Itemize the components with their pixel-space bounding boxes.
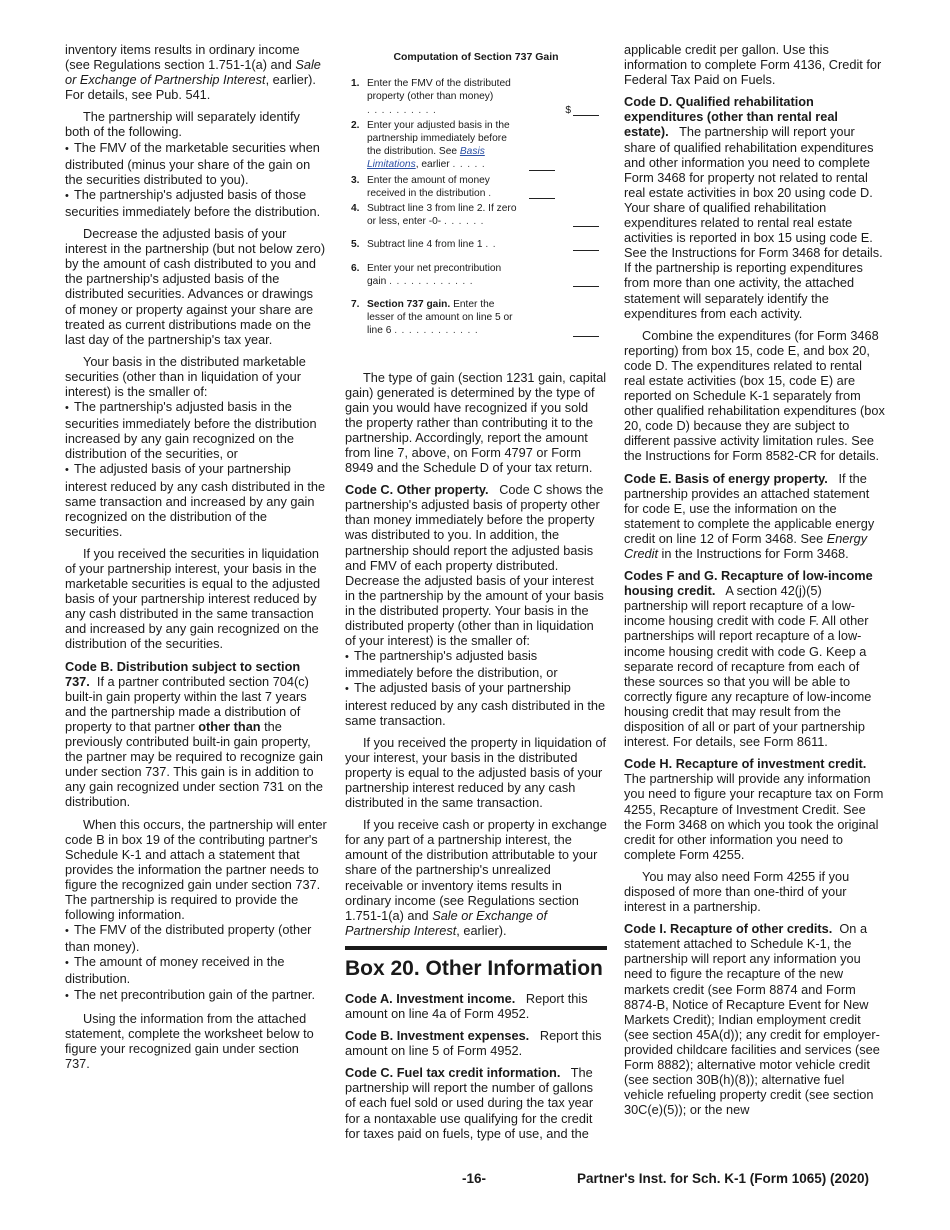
code-c-section: Code C. Other property. Code C shows the partnership's adjusted basis of property other than money immediately before the property was distributed to you. In addition, the partnership should report the adjusted basis and FMV of each property distributed. Decrease the adjusted basis of your interest in the partnership by the amount of your basis in the distributed property. Your basis in the distributed property (other than in liquidation of your interest) is the smaller of: [345, 482, 604, 649]
paragraph: Your basis in the distributed marketable securities (other than in liquidation of your interest) is the smaller of: [65, 353, 306, 399]
paragraph: If you received the property in liquidation of your interest, your basis in the distributed property is equal to the adjusted basis of your partnership interest reduced by any cash distributed in the same transaction. [345, 734, 607, 811]
code-fg-section: Codes F and G. Recapture of low-income housing credit. A section 42(j)(5) partnership will report recapture of a low-income housing credit with code F. All other partnerships will report recapture of a low-income housing credit with code G. Keep a separate record of recapture from each of these sources so that you will be able to correctly figure any recapture of low-income housing credit that may result from the disposition of all or part of your partnership interest. For details, see Form 8611. [624, 568, 873, 750]
bullet-item: • The adjusted basis of your partnership interest reduced by any cash distributed in the same transaction. [345, 680, 607, 727]
bullet-item: • The amount of money received in the distribution. [65, 954, 327, 986]
bullet-item: • The FMV of the marketable securities when distributed (minus your share of the gain on the securities distributed to you). [65, 140, 327, 187]
paragraph: The partnership will separately identify both of the following. [65, 109, 300, 140]
paragraph: You may also need Form 4255 if you disposed of more than one-third of your interest in a partnership. [624, 868, 850, 915]
basis-limitations-link[interactable]: Basis Limitations [367, 146, 485, 171]
worksheet-line-2: 2. Enter your adjusted basis in the partnership immediately before the distribution. See Basis Limitations, earlier ..... [345, 119, 607, 172]
code-b-section: Code B. Investment expenses. Report this amount on line 5 of Form 4952. [345, 1028, 602, 1059]
document-title: Partner's Inst. for Sch. K-1 (Form 1065) (2020) [577, 1171, 870, 1186]
code-b-heading: Code B. Distribution subject to section 737. [65, 658, 301, 689]
code-c-fuel-section: Code C. Fuel tax credit information. The partnership will report the number of gallons of each fuel sold or used during the tax year for a nontaxable use qualifying for the credit for taxes paid on fuels, type of use, and the [345, 1065, 594, 1141]
code-h-section: Code H. Recapture of investment credit. The partnership will provide any information you need to figure your recapture tax on Form 4255, Recapture of Investment Credit. See the Form 3468 on which you took the original credit for other information you need to complete Form 4255. [624, 756, 884, 862]
bullet-item: • The FMV of the distributed property (other than money). [65, 922, 327, 954]
code-e-section: Code E. Basis of energy property. If the partnership provides an attached statement for code E, use the information on the statement to complete the applicable energy credit on line 12 of Form 3468. See Energy Credit in the Instructions for Form 3468. [624, 470, 875, 561]
paragraph: Combine the expenditures (for Form 3468 reporting) from box 15, code E, and box 20, code D. The expenditures related to rental real estate activities (box 15, code E) are reported on Schedule K-1 separately from other qualified rehabilitation expenditures (box 20, code D) because they are subject to different passive activity limitation rules. See the Instructions for Form 8582-CR for details. [624, 327, 885, 464]
code-a-section: Code A. Investment income. Report this amount on line 4a of Form 4952. [345, 990, 588, 1022]
paragraph: inventory items results in ordinary income (see Regulations section 1.751-1(a) and Sale or Exchange of Partnership Interest, earlier). For details, see Pub. 541. [65, 42, 321, 103]
worksheet-line-4: 4. Subtract line 3 from line 2. If zero or less, enter -0- ...... [345, 202, 607, 228]
column-left [65, 42, 327, 1078]
box-20-heading: Box 20. Other Information [345, 956, 603, 980]
code-i-section: Code I. Recapture of other credits. On a statement attached to Schedule K-1, the partnership will report any information you need to figure the recapture of the new markets credit (see Form 8874 and Form 8874-B, Notice of Recapture Event for New Markets Credit); Indian employment credit (see section 45A(d)); any credit for employer-provided childcare facilities and services (see Form 8882); alternative motor vehicle credit (see section 30B(h)(8)); alternative fuel vehicle refueling property credit (see section 30C(e)(5)); or the new [624, 921, 880, 1118]
paragraph: The type of gain (section 1231 gain, capital gain) generated is determined by the type of gain you would have recognized if you sold the property rather than contributing it to the partnership. Accordingly, report the amount from line 7, above, on Form 4797 or Form 8949 and the Schedule D of your tax return. [345, 369, 607, 476]
worksheet-line-6: 6. Enter your net precontribution gain ............ [345, 262, 607, 288]
entry-line[interactable] [573, 250, 599, 251]
entry-line[interactable] [573, 115, 599, 116]
entry-line[interactable] [573, 336, 599, 337]
entry-line[interactable] [529, 198, 555, 199]
column-right [624, 42, 886, 1124]
entry-line[interactable] [573, 286, 599, 287]
worksheet-line-7: 7. Section 737 gain. Enter the lesser of the amount on line 5 or line 6 ............ [345, 298, 607, 338]
paragraph: Using the information from the attached statement, complete the worksheet below to figure your recognized gain under section 737. [65, 1010, 314, 1071]
worksheet-line-5: 5. Subtract line 4 from line 1 .. [345, 238, 607, 251]
paragraph: applicable credit per gallon. Use this information to complete Form 4136, Credit for Federal Tax Paid on Fuels. [624, 42, 882, 88]
entry-line[interactable] [573, 226, 599, 227]
code-c-heading: Code C. Other property. [345, 482, 489, 498]
code-d-section: Code D. Qualified rehabilitation expenditures (other than rental real estate). The partnership will report your share of qualified rehabilitation expenditures and other information you need to complete Form 3468 for property not related to rental real estate activities in box 20 using code D. Your share of qualified rehabilitation expenditures related to rental real estate activities is reported in box 15 using code E. See the Instructions for Form 3468 for details. If the partnership is reporting expenditures from more than one activity, the attached statement will separately identify the expenditures from each activity. [624, 94, 883, 321]
bullet-item: • The partnership's adjusted basis immediately before the distribution, or [345, 648, 607, 680]
paragraph: If you receive cash or property in exchange for any part of a partnership interest, the amount of the distribution attributable to your share of the partnership's unrealized receivable or inventory items results in ordinary income (see Regulations section 1.751-1(a) and Sale or Exchange of Partnership Interest, earlier). [345, 817, 607, 938]
paragraph: Decrease the adjusted basis of your interest in the partnership (but not below zero) by the amount of cash distributed to you and the partnership's adjusted basis of the distributed securities. Advances or drawings of money or property against your share are treated as current distributions made on the last day of the partnership's tax year. [65, 226, 326, 347]
code-b-section: Code B. Distribution subject to section 737. If a partner contributed section 704(c) built-in gain property within the last 7 years and the partnership made a distribution of property to that partner other than the previously contributed built-in gain property, the partner may be required to recognize gain under section 737. This gain is in addition to any gain recognized under section 731 on the distribution. [65, 658, 324, 810]
bullet-item: • The partnership's adjusted basis in the securities immediately before the distribution increased by any gain recognized on the distribution of the securities, or [65, 399, 327, 461]
worksheet-line-1: 1. Enter the FMV of the distributed property (other than money) .......... $ [345, 77, 607, 117]
paragraph: When this occurs, the partnership will enter code B in box 19 of the contributing partner's Schedule K-1 and attach a statement that provides the information the partner needs to figure the recognized gain under section 737. The partnership is required to provide the following information. [65, 816, 327, 923]
section-rule [345, 946, 607, 950]
bullet-item: • The net precontribution gain of the partner. [65, 987, 327, 1004]
bullet-item: • The adjusted basis of your partnership interest reduced by any cash distributed in the same transaction and increased by any gain recognized on the distribution of the securities. [65, 461, 327, 538]
worksheet-title: Computation of Section 737 Gain [393, 51, 559, 63]
column-middle [345, 42, 607, 1148]
section-737-worksheet [345, 77, 607, 337]
paragraph: If you received the securities in liquidation of your partnership interest, your basis in the marketable securities is equal to the adjusted basis of your partnership interest reduced by any cash distributed in the same transaction and increased by any gain recognized on the distribution of the securities. [65, 545, 321, 652]
entry-line[interactable] [529, 170, 555, 171]
page-number: -16- [462, 1171, 487, 1186]
bullet-item: • The partnership's adjusted basis of those securities immediately before the distribution. [65, 187, 327, 219]
worksheet-line-3: 3. Enter the amount of money received in the distribution . [345, 174, 607, 200]
